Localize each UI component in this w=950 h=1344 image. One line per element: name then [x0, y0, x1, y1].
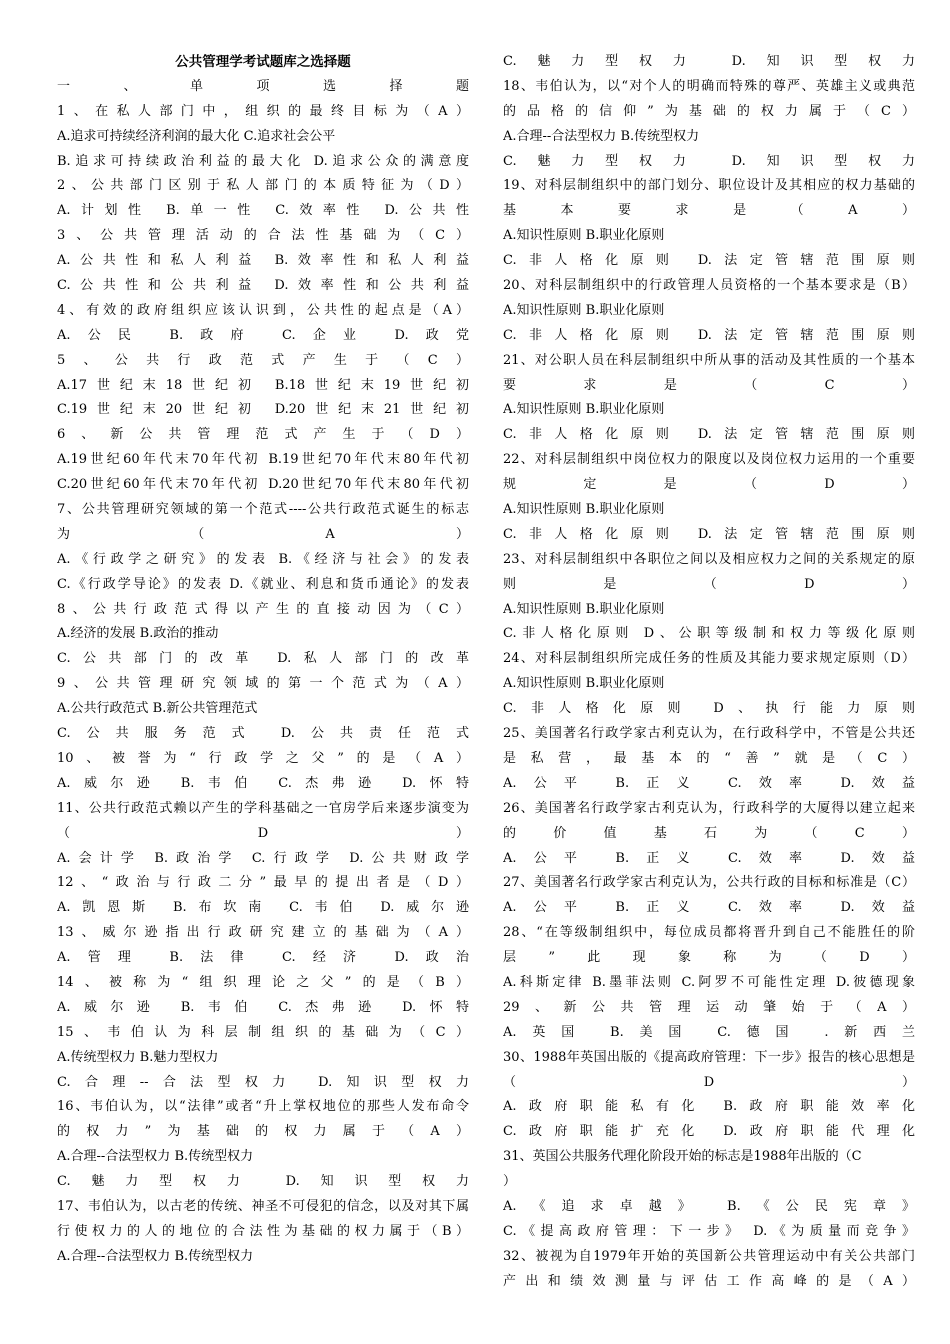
text-line: 32、被视为自1979年开始的英国新公共管理运动中有关公共部门 [503, 1248, 915, 1264]
text-line: C.非人格化原则 D、公职等级制和权力等级化原则 [503, 626, 915, 642]
text-line: 30、1988年英国出版的《提高政府管理：下一步》报告的核心思想是 [503, 1049, 915, 1065]
text-line: 是私营，最基本的“善”就是（C） [503, 750, 915, 766]
text-line: A.公共性和私人利益 B.效率性和私人利益 [57, 253, 469, 269]
text-line: 18、韦伯认为，以“对个人的明确而特殊的尊严、英雄主义或典范 [503, 78, 915, 94]
text-line: 21、对公职人员在科层制组织中所从事的活动及其性质的一个基本 [503, 352, 915, 368]
text-line: 13、威尔逊指出行政研究建立的基础为（A） [57, 925, 469, 941]
text-line: A.《行政学之研究》的发表 B.《经济与社会》的发表 [57, 551, 469, 567]
text-line: A.英国 B.美国 C.德国 .新西兰 [503, 1024, 915, 1040]
text-line: 1、在私人部门中，组织的最终目标为（A） [57, 103, 469, 119]
text-line: 15、韦伯认为科层制组织的基础为（C） [57, 1024, 469, 1040]
text-line: 则是（D） [503, 576, 915, 592]
text-line: C.公共性和公共利益 D.效率性和公共利益 [57, 278, 469, 294]
text-line: A.威尔逊 B.韦伯 C.杰弗逊 D.怀特 [57, 999, 469, 1015]
text-line: C.魅力型权力 D.知识型权力 [503, 153, 915, 169]
text-line: C.合理--合法型权力 D.知识型权力 [57, 1074, 469, 1090]
text-line: A.威尔逊 B.韦伯 C.杰弗逊 D.怀特 [57, 775, 469, 791]
text-line: A.知识性原则 B.职业化原则 [503, 601, 665, 617]
text-line: A.公共行政范式 B.新公共管理范式 [57, 701, 258, 717]
text-line: A.科斯定律 B.墨菲法则 C.阿罗不可能性定理 D.彼德现象 [503, 974, 915, 990]
text-line: A.公平 B.正义 C.效率 D.效益 [503, 775, 915, 791]
text-line: C.政府职能扩充化 D.政府职能代理化 [503, 1124, 915, 1140]
text-line: A.会计学 B.政治学 C.行政学 D.公共财政学 [57, 850, 469, 866]
text-line: 6、新公共管理范式产生于（D） [57, 427, 469, 443]
text-line: A.知识性原则 B.职业化原则 [503, 228, 665, 244]
text-line: 8、公共行政范式得以产生的直接动因为（C） [57, 601, 469, 617]
text-line: A.知识性原则 B.职业化原则 [503, 302, 665, 318]
text-line: C.公共服务范式 D.公共责任范式 [57, 726, 469, 742]
text-line: A.公平 B.正义 C.效率 D.效益 [503, 900, 915, 916]
text-line: A.传统型权力 B.魅力型权力 [57, 1049, 219, 1065]
text-line: 29、新公共管理运动肇始于（A） [503, 999, 915, 1015]
text-line: 31、英国公共服务代理化阶段开始的标志是1988年出版的（C [503, 1149, 862, 1165]
text-line: 19、对科层制组织中的部门划分、职位设计及其相应的权力基础的 [503, 178, 915, 194]
text-line: 基本要求是（A） [503, 203, 915, 219]
left-column [57, 50, 469, 1270]
text-line: A.19世纪60年代末70年代初 B.19世纪70年代末80年代初 [57, 452, 469, 468]
text-line: 5、公共行政范式产生于（C） [57, 352, 469, 368]
text-line: 4、有效的政府组织应该认识到，公共性的起点是（A） [57, 302, 469, 318]
text-line: A.政府职能私有化 B.政府职能效率化 [503, 1099, 915, 1115]
text-line: 14、被称为“组织理论之父”的是（B） [57, 974, 469, 990]
text-line: （D） [503, 1074, 915, 1090]
text-line: C.20世纪60年代末70年代初 D.20世纪70年代末80年代初 [57, 477, 469, 493]
text-line: A.公民 B.政府 C.企业 D.政党 [57, 327, 469, 343]
text-line: 20、对科层制组织中的行政管理人员资格的一个基本要求是（B） [503, 278, 915, 294]
text-line: 层”此现象称为（D） [503, 950, 915, 966]
text-line: 产出和绩效测量与评估工作高峰的是（A） [503, 1273, 915, 1289]
text-line: C.魅力型权力 D.知识型权力 [503, 54, 915, 69]
text-line: （D） [57, 825, 469, 841]
text-line: 的品格的信仰”为基础的权力属于（C） [503, 103, 915, 119]
text-line: A.合理--合法型权力 B.传统型权力 [57, 1248, 254, 1264]
text-line: A.17世纪末18世纪初 B.18世纪末19世纪初 [57, 377, 469, 393]
text-line: A.管理 B.法律 C.经济 D.政治 [57, 950, 469, 966]
text-line: 为（A） [57, 526, 469, 542]
right-column [503, 50, 915, 1295]
text-line: A.合理--合法型权力 B.传统型权力 [57, 1149, 254, 1165]
text-line: C.非人格化原则 D、执行能力原则 [503, 701, 915, 717]
text-line: A.公平 B.正义 C.效率 D.效益 [503, 850, 915, 866]
text-line: 3、公共管理活动的合法性基础为（C） [57, 228, 469, 244]
text-line: 28、“在等级制组织中，每位成员都将晋升到自己不能胜任的阶 [503, 925, 915, 941]
text-line: A.知识性原则 B.职业化原则 [503, 676, 665, 692]
text-line: 规定是（D） [503, 477, 915, 493]
text-line: C.非人格化原则 D.法定管辖范围原则 [503, 427, 915, 443]
text-line: C.魅力型权力 D.知识型权力 [57, 1174, 469, 1190]
text-line: 11、公共行政范式赖以产生的学科基础之一官房学后来逐步演变为 [57, 800, 469, 816]
text-line: C.公共部门的改革 D.私人部门的改革 [57, 651, 469, 667]
text-line: 的权力”为基础的权力属于（A） [57, 1124, 469, 1140]
text-line: 24、对科层制组织所完成任务的性质及其能力要求规定原则（D） [503, 651, 915, 667]
text-line: C.《行政学导论》的发表 D.《就业、利息和货币通论》的发表 [57, 576, 469, 592]
text-line: C.非人格化原则 D.法定管辖范围原则 [503, 526, 915, 542]
text-line: 要求是（C） [503, 377, 915, 393]
text-line: 12、“政治与行政二分”最早的提出者是（D） [57, 875, 469, 891]
text-line: 2、公共部门区别于私人部门的本质特征为（D） [57, 178, 469, 194]
text-line: A.计划性 B.单一性 C.效率性 D.公共性 [57, 203, 469, 219]
document-title: 公共管理学考试题库之选择题 [175, 54, 351, 70]
text-line: 25、美国著名行政学家古利克认为，在行政科学中，不管是公共还 [503, 726, 915, 742]
text-line: A.知识性原则 B.职业化原则 [503, 502, 665, 518]
text-line: 22、对科层制组织中岗位权力的限度以及岗位权力运用的一个重要 [503, 452, 915, 468]
text-line: A.合理--合法型权力 B.传统型权力 [503, 128, 700, 144]
text-line: A.追求可持续经济利润的最大化 C.追求社会公平 [57, 128, 336, 144]
text-line: C.非人格化原则 D.法定管辖范围原则 [503, 327, 915, 343]
text-line: B.追求可持续政治利益的最大化 D.追求公众的满意度 [57, 153, 469, 169]
text-line: A.凯恩斯 B.布坎南 C.韦伯 D.威尔逊 [57, 900, 469, 916]
text-line: 的价值基石为（C） [503, 825, 915, 841]
text-line: 一、单项选择题 [57, 78, 469, 94]
text-line: 10、被誉为“行政学之父”的是（A） [57, 750, 469, 766]
text-line: C.《提高政府管理：下一步》 D.《为质量而竞争》 [503, 1223, 915, 1239]
text-line: 27、美国著名行政学家古利克认为，公共行政的目标和标准是（C） [503, 875, 915, 891]
text-line: 7、公共管理研究领域的第一个范式----公共行政范式诞生的标志 [57, 502, 469, 518]
text-line: 26、美国著名行政学家古利克认为，行政科学的大厦得以建立起来 [503, 800, 915, 816]
text-line: 17、韦伯认为，以古老的传统、神圣不可侵犯的信念，以及对其下属 [57, 1198, 469, 1214]
text-line: 23、对科层制组织中各职位之间以及相应权力之间的关系规定的原 [503, 551, 915, 567]
text-line: 行使权力的人的地位的合法性为基础的权力属于（B） [57, 1223, 469, 1239]
text-line: ） [503, 1174, 517, 1190]
text-line: 16、韦伯认为，以“法律”或者“升上掌权地位的那些人发布命令 [57, 1099, 469, 1115]
text-line: C.非人格化原则 D.法定管辖范围原则 [503, 253, 915, 269]
text-line: C.19世纪末20世纪初 D.20世纪末21世纪初 [57, 402, 469, 418]
text-line: A.经济的发展 B.政治的推动 [57, 626, 219, 642]
text-line: 9、公共管理研究领域的第一个范式为（A） [57, 676, 469, 692]
text-line: A.知识性原则 B.职业化原则 [503, 402, 665, 418]
text-line: A.《追求卓越》 B.《公民宪章》 [503, 1198, 915, 1214]
